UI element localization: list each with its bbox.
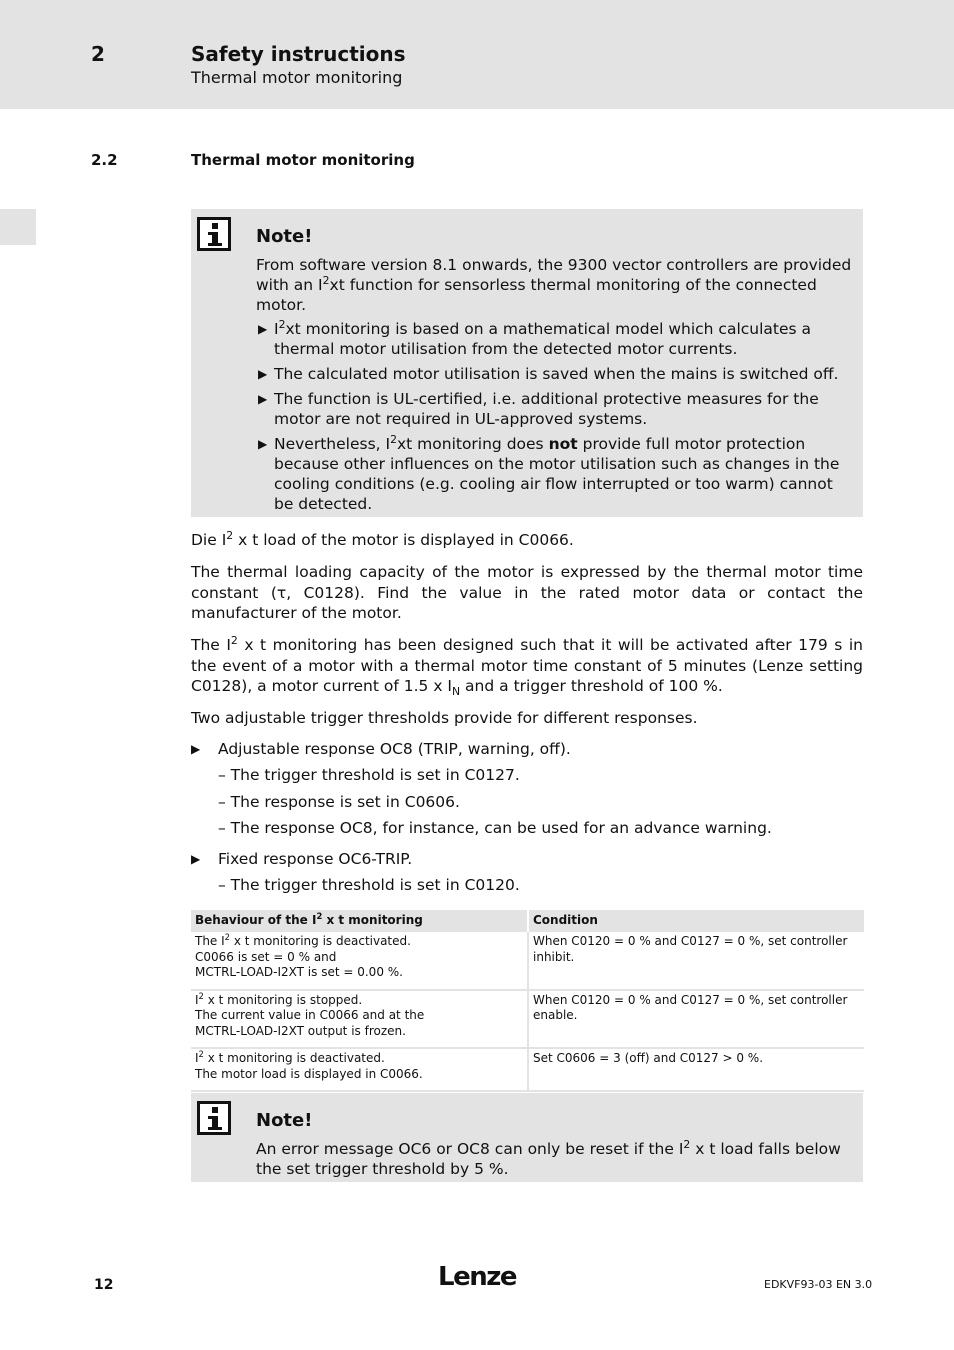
side-tab-marker [0, 209, 36, 245]
body-paragraph: The thermal loading capacity of the motor is expressed by the thermal motor time constant (τ, C0128). Find the value in the rated motor data or contact the manufacturer of the motor. [191, 563, 863, 622]
sub-list-item: – The response OC8, for instance, can be used for an advance warning. [218, 819, 772, 837]
table-row [191, 990, 864, 1049]
document-reference: EDKVF93-03 EN 3.0 [764, 1278, 873, 1291]
page-number: 12 [94, 1277, 114, 1293]
triangle-right-icon: ▶ [191, 852, 201, 866]
note-body [256, 255, 856, 519]
note-intro: From software version 8.1 onwards, the 9300 vector controllers are provided with an $I^2xt$ function for sensorless thermal monitoring of the connected motor. [256, 256, 852, 314]
triangle-right-icon: ▶ [258, 437, 268, 451]
column-header: Condition [528, 910, 864, 932]
table-cell: Set C0606 = 3 (off) and C0127 > 0 %. [528, 1048, 864, 1091]
sub-list-item: – The trigger threshold is set in C0127. [218, 766, 520, 784]
note-list [256, 319, 856, 514]
page-header [0, 0, 954, 109]
note-body: An error message OC6 or OC8 can only be reset if the $I^2$ x t load falls below the set trigger threshold by 5 %. [256, 1137, 841, 1178]
table-cell: $I^2$ x t monitoring is deactivated. The motor load is displayed in C0066. [191, 1048, 528, 1091]
body-paragraph: Two adjustable trigger thresholds provide for different responses. [191, 709, 698, 727]
chapter-subtitle: Thermal motor monitoring [191, 68, 403, 87]
table-cell: When C0120 = 0 % and C0127 = 0 %, set controller inhibit. [528, 932, 864, 990]
section-number: 2.2 [91, 151, 118, 169]
table-cell: $I^2$ x t monitoring is stopped. The current value in C0066 and at the MCTRL-LOAD-I2XT output is frozen. [191, 990, 528, 1049]
triangle-right-icon: ▶ [258, 322, 268, 336]
chapter-number: 2 [91, 42, 105, 66]
chapter-title: Safety instructions [191, 42, 406, 66]
table-row [191, 932, 864, 990]
section-title: Thermal motor monitoring [191, 151, 415, 169]
list-item: ▶ The function is UL-certified, i.e. additional protective measures for the motor are not required in UL-approved systems. [258, 390, 819, 428]
info-icon [197, 1101, 231, 1135]
triangle-right-icon: ▶ [258, 392, 268, 406]
triangle-right-icon: ▶ [258, 367, 268, 381]
info-icon [197, 217, 231, 251]
note-title: Note! [256, 1110, 313, 1131]
column-header: Behaviour of the $I^2$ x t monitoring [191, 910, 528, 932]
body-paragraph: Die $I^2$ x t load of the motor is displayed in C0066. [191, 528, 574, 549]
body-paragraph: The $I^2$ x t monitoring has been designed such that it will be activated after 179 s in the event of a motor with a thermal motor time constant of 5 minutes (Lenze setting C0128), a motor current of 1.5 x $I_N$ and a trigger threshold of 100 %. [191, 633, 863, 699]
monitoring-table [191, 910, 864, 1092]
sub-list-item: – The response is set in C0606. [218, 793, 460, 811]
table-row [191, 1048, 864, 1091]
note-box [191, 209, 863, 517]
list-item: ▶ Nevertheless, $I^2xt$ monitoring does not provide full motor protection because other influences on the motor utilisation such as changes in the cooling conditions (e.g. cooling air flow interrupted or too warm) cannot be detected. [258, 432, 840, 513]
sub-list-item: – The trigger threshold is set in C0120. [218, 876, 520, 894]
table-header-row [191, 910, 864, 932]
table-cell: When C0120 = 0 % and C0127 = 0 %, set controller enable. [528, 990, 864, 1049]
table-cell: The $I^2$ x t monitoring is deactivated. C0066 is set = 0 % and MCTRL-LOAD-I2XT is set = 0.00 %. [191, 932, 528, 990]
list-item: ▶ $I^2xt$ monitoring is based on a mathematical model which calculates a thermal motor utilisation from the detected motor currents. [258, 317, 812, 358]
note-title: Note! [256, 226, 313, 247]
list-item: ▶ The calculated motor utilisation is saved when the mains is switched off. [258, 365, 839, 383]
lenze-logo: Lenze [438, 1262, 516, 1292]
note-box [191, 1093, 863, 1182]
triangle-right-icon: ▶ [191, 742, 201, 756]
